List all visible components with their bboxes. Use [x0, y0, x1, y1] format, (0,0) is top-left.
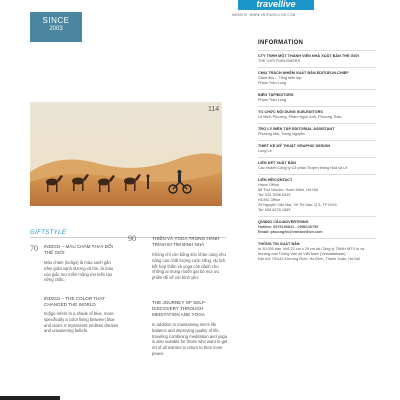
entry-title[interactable]: INDIGO – MÀU CHÀM THAY ĐỔI THẾ GIỚI — [44, 244, 113, 255]
info-block — [258, 50, 376, 64]
info-block-line: Hanoi Office — [258, 183, 279, 187]
entry-description: Không chỉ còn bổng sức khỏe cùng như nâng cao chất lượng cuộc sống, du lịch kết hợp thiền và yoga còn dành cho những ai mong muốn gạt bỏ mọi ưu phiền để về với bình yên. — [152, 252, 227, 281]
brand-logo[interactable] — [238, 0, 314, 10]
info-block-line: Phương Mai, Trang Nguyễn — [258, 132, 306, 136]
entry-description: Indigo refers to a shade of blue, more specifically a color living between blue and violet. It represents endless dreams and unwavering beliefs. — [44, 311, 119, 334]
info-block-title: LIÊN HỆ/CONTACT — [258, 178, 293, 182]
entry-page-number: 90 — [128, 234, 136, 243]
info-block-line: Lê Minh Phượng, Phạm Ngọc Anh, Phương Thảo — [258, 115, 342, 119]
info-block-title: CTY TNHH MỘT THÀNH VIÊN NHÀ XUẤT BẢN THẾ GIỚI — [258, 54, 359, 58]
info-block — [258, 106, 376, 120]
information-heading: INFORMATION — [258, 40, 304, 46]
info-block — [258, 123, 376, 137]
entry-title[interactable]: INDIGO – THE COLOR THAT CHANGED THE WORLD — [44, 296, 105, 307]
website-url[interactable]: WEBSITE: WWW.VNTRAVELLIVE.COM — [232, 13, 296, 17]
advertising-hotline[interactable]: Hotline: 0976196811 - 0986116750 — [258, 225, 319, 229]
contact-phone[interactable]: Tel: 028 6276 1569 — [258, 208, 291, 212]
info-block — [258, 157, 376, 171]
info-block-title: TỔ CHỨC NỘI DUNG SUB-EDITORS — [258, 110, 323, 114]
info-block — [258, 89, 376, 103]
info-block-line: In 30.000 bản, khổ 22 cm x 29 cm tại Công ty TNHH MTV In và thương mại Thống Văn số Việt Nam (Vinadatabase). — [258, 247, 365, 256]
since-label: SINCE — [42, 16, 70, 25]
info-block-line: Địa chỉ: 70/142 Khương Đình, Hạ Đình, Thanh Xuân, Hà Nội — [258, 257, 360, 261]
info-block-line: 58 Thợ Nhuộm, Hoàn Kiếm, Hà Nội — [258, 188, 319, 192]
desert-illustration — [30, 102, 222, 206]
info-block — [258, 140, 376, 154]
info-block-line: Phạm Trần Long — [258, 81, 287, 85]
info-block-line: Phạm Trần Long — [258, 98, 287, 102]
info-block-contact — [258, 174, 376, 213]
info-block-title: BIÊN TẬP/EDITORS — [258, 93, 294, 97]
info-block-line: 29 Nguyễn Văn Mai, Võ Thị Sáu, Q.3, TP.HCM — [258, 203, 337, 207]
contact-phone[interactable]: Tel: 024 3936 6349 — [258, 193, 291, 197]
info-block-advertising — [258, 216, 376, 235]
info-block — [258, 67, 376, 86]
info-block-line: HCMC Office — [258, 198, 281, 202]
since-year: 2003 — [49, 26, 63, 32]
section-heading-giftstyle: GIFTSTYLE — [30, 230, 67, 236]
info-block-line: Giám đốc – Tổng biên tập — [258, 76, 302, 80]
entry-title[interactable]: THIỀN VÀ YOGA TRONG HÀNH TRÌNH ĐI TÌM BÌNH NHÃ — [152, 236, 220, 247]
info-block-publishing — [258, 238, 376, 262]
info-block-title: LIÊN KẾT XUẤT BẢN — [258, 161, 296, 165]
info-block-line: Các nhánh Công ty Cổ phần Truyền thông Hoà và Lê — [258, 166, 348, 170]
desert-camel-photo — [30, 102, 222, 206]
information-column — [258, 40, 376, 265]
logo-text: travellive — [256, 0, 296, 9]
info-block-line: THẾ GIỚI PUBLISHERS — [258, 59, 301, 63]
info-block-line: Long Lê — [258, 149, 272, 153]
advertising-email[interactable]: Email: phuongltn@vntravellive.com — [258, 230, 323, 234]
info-block-title: QUẢNG CÁO/ADVERTISING — [258, 220, 309, 224]
entry-page-number: 70 — [30, 244, 38, 253]
entry-description: Màu chàm (indigo) là màu xanh gắn nắm giữa xanh dương và tím, là màu của giấc mơ miền mộng mơ kiến tạo vững chắc. — [44, 260, 114, 283]
photo-page-number: 114 — [208, 106, 220, 113]
since-badge — [30, 12, 82, 42]
info-block-title: THIẾT KẾ MỸ THUẬT GRAPHIC DESIGN — [258, 144, 331, 148]
entry-title[interactable]: THE JOURNEY OF SELF-DISCOVERY THROUGH MEDITATION AND YOGA — [152, 300, 207, 317]
info-block-title: TRỢ LÝ BIÊN TẬP EDITORIAL ASSISTANT — [258, 127, 335, 131]
info-block-title: THÔNG TIN XUẤT BẢN — [258, 242, 300, 246]
info-block-title: CHỊU TRÁCH NHIỆM XUẤT BẢN EDITOR-IN-CHIEF — [258, 71, 349, 75]
entry-description: In addition to maintaining one's life balance and improving quality of life, traveling combining meditation and yoga is also suitable for those who want to get rid of all worries to return to their inner peace. — [152, 322, 228, 356]
bottom-bar — [0, 396, 60, 400]
